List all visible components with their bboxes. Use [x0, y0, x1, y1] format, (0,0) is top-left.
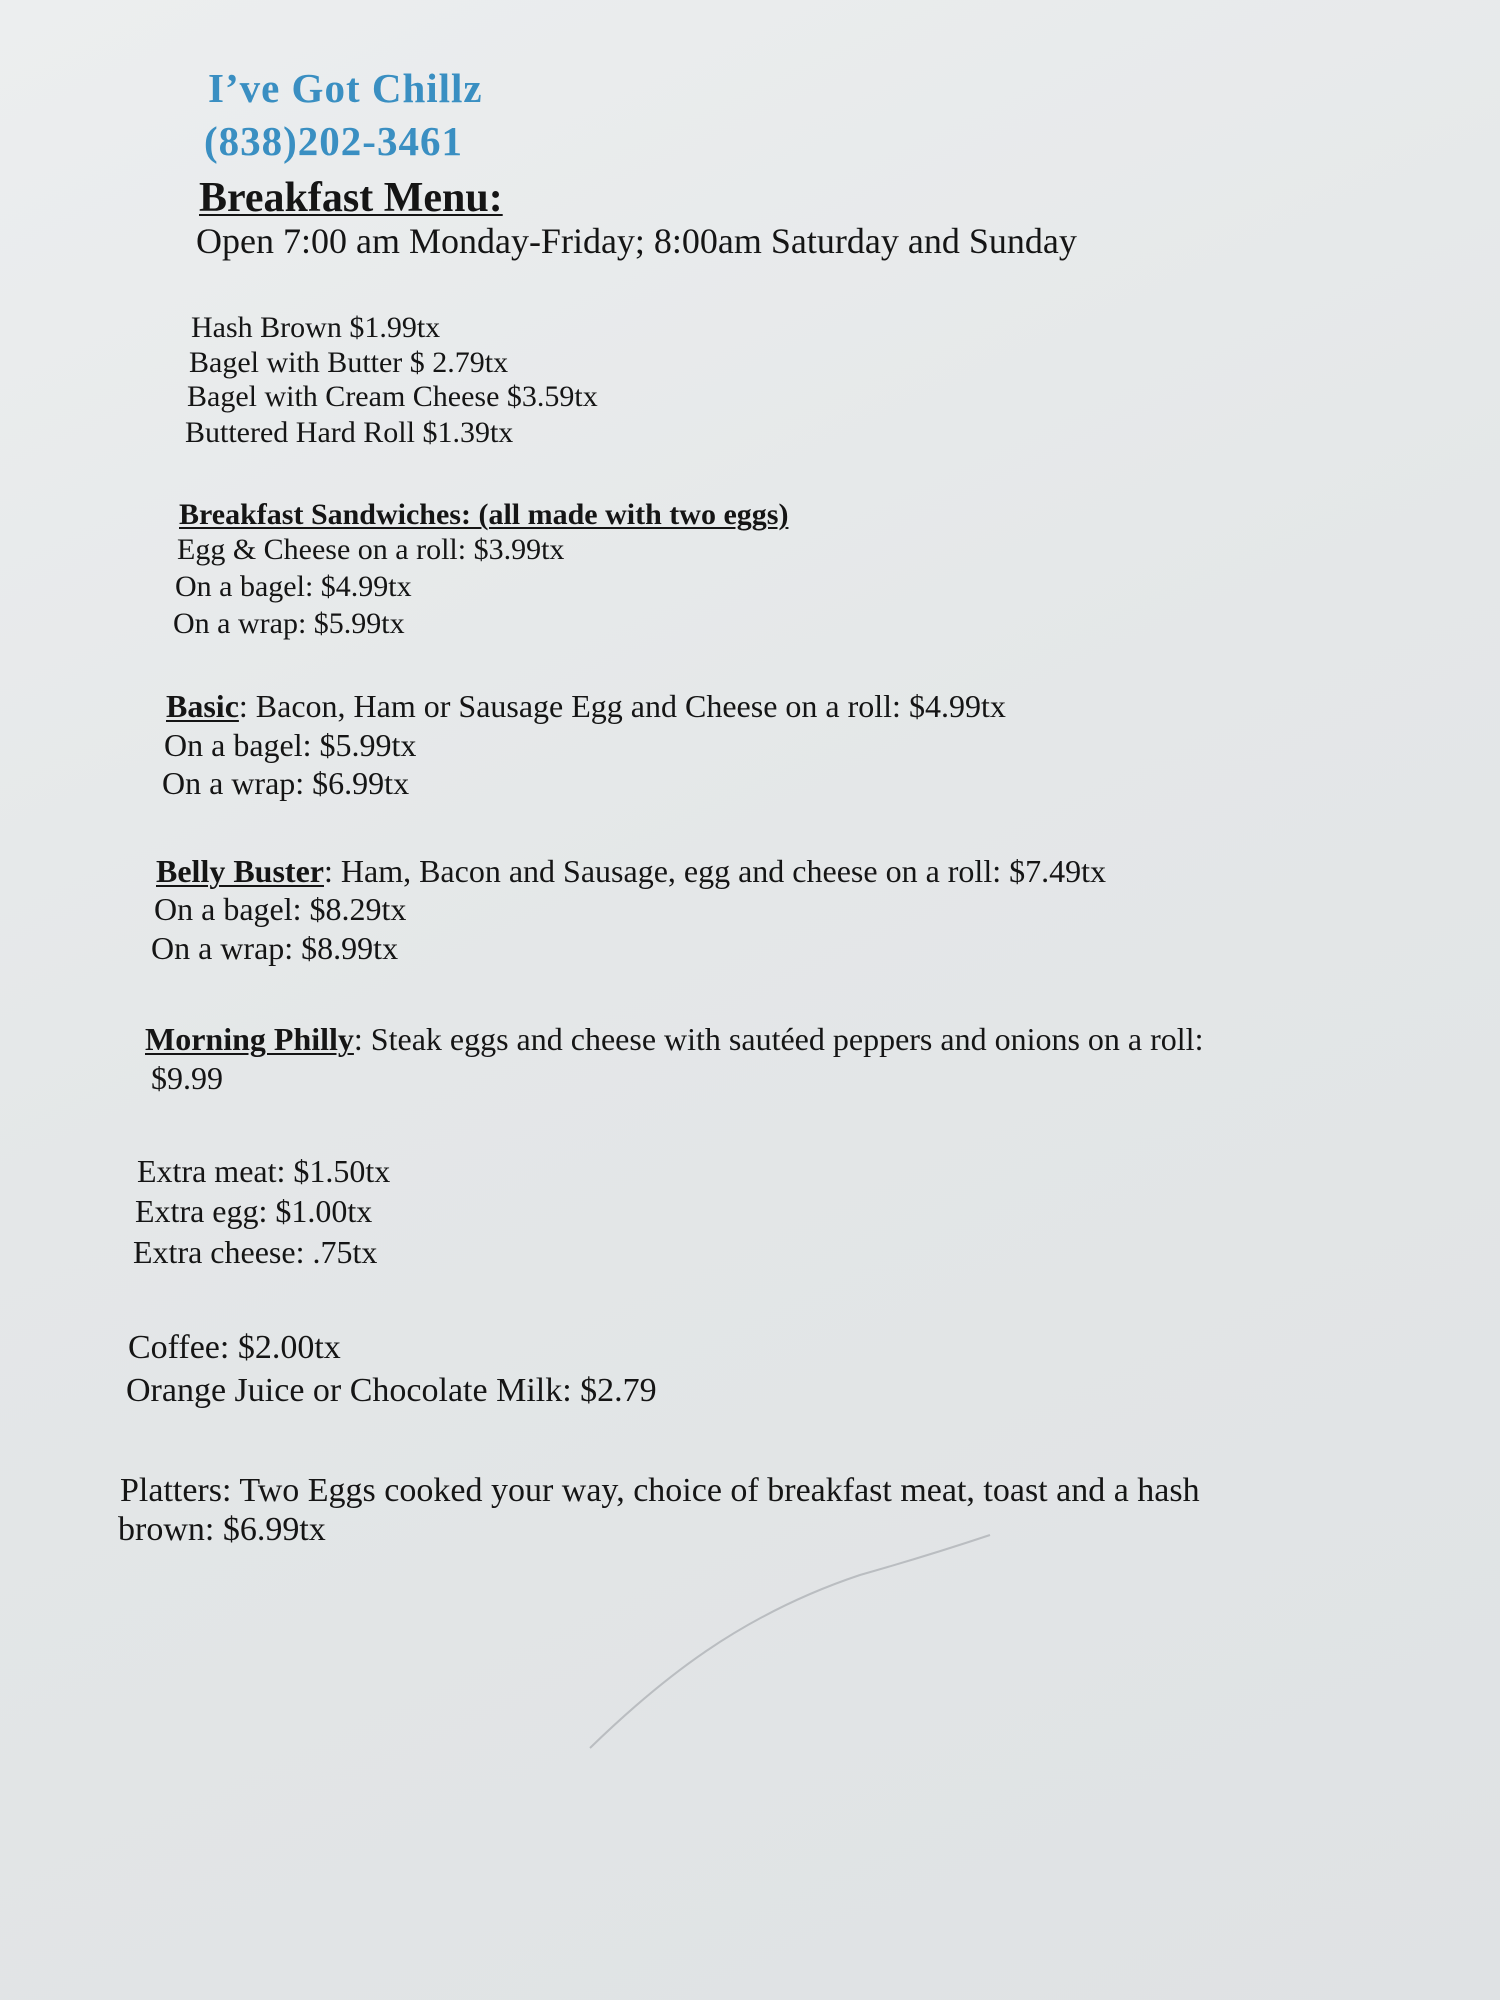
belly-buster-line — [156, 855, 1106, 887]
platters-line-1: Platters: Two Eggs cooked your way, choice of breakfast meat, toast and a hash — [120, 1472, 1200, 1509]
morning-philly-price: $9.99 — [151, 1060, 223, 1096]
list-item: On a bagel: $5.99tx — [164, 727, 417, 763]
sandwiches-heading: Breakfast Sandwiches: (all made with two eggs) — [179, 498, 789, 531]
list-item: Orange Juice or Chocolate Milk: $2.79 — [126, 1372, 657, 1409]
list-item: Extra meat: $1.50tx — [137, 1153, 391, 1189]
list-item: On a wrap: $5.99tx — [173, 607, 405, 640]
list-item: Bagel with Butter $ 2.79tx — [189, 346, 509, 379]
morning-philly-label: Morning Philly — [145, 1021, 354, 1057]
list-item: Extra egg: $1.00tx — [135, 1193, 373, 1229]
phone-number: (838)202-3461 — [204, 118, 463, 164]
list-item: Bagel with Cream Cheese $3.59tx — [187, 380, 598, 413]
morning-philly-description: : Steak eggs and cheese with sautéed peppers and onions on a roll: — [353, 1021, 1204, 1057]
list-item: Hash Brown $1.99tx — [191, 311, 441, 344]
list-item: Buttered Hard Roll $1.39tx — [185, 416, 514, 449]
belly-buster-description: : Ham, Bacon and Sausage, egg and cheese on a roll: $7.49tx — [323, 853, 1106, 889]
list-item: Extra cheese: .75tx — [133, 1234, 378, 1270]
basic-line — [166, 690, 1006, 722]
list-item: On a wrap: $8.99tx — [151, 930, 399, 966]
list-item: Coffee: $2.00tx — [128, 1329, 341, 1366]
platters-line-2: brown: $6.99tx — [118, 1511, 326, 1548]
morning-philly-line — [145, 1023, 1203, 1055]
basic-description: : Bacon, Ham or Sausage Egg and Cheese on a roll: $4.99tx — [238, 688, 1006, 724]
list-item: On a bagel: $8.29tx — [154, 891, 407, 927]
belly-buster-label: Belly Buster — [156, 853, 324, 889]
list-item: On a wrap: $6.99tx — [162, 765, 410, 801]
menu-title: Breakfast Menu: — [199, 175, 503, 221]
business-name: I’ve Got Chillz — [208, 65, 483, 111]
list-item: Egg & Cheese on a roll: $3.99tx — [177, 533, 565, 566]
list-item: On a bagel: $4.99tx — [175, 570, 412, 603]
basic-label: Basic — [166, 688, 239, 724]
opening-hours: Open 7:00 am Monday-Friday; 8:00am Saturday and Sunday — [196, 221, 1077, 261]
